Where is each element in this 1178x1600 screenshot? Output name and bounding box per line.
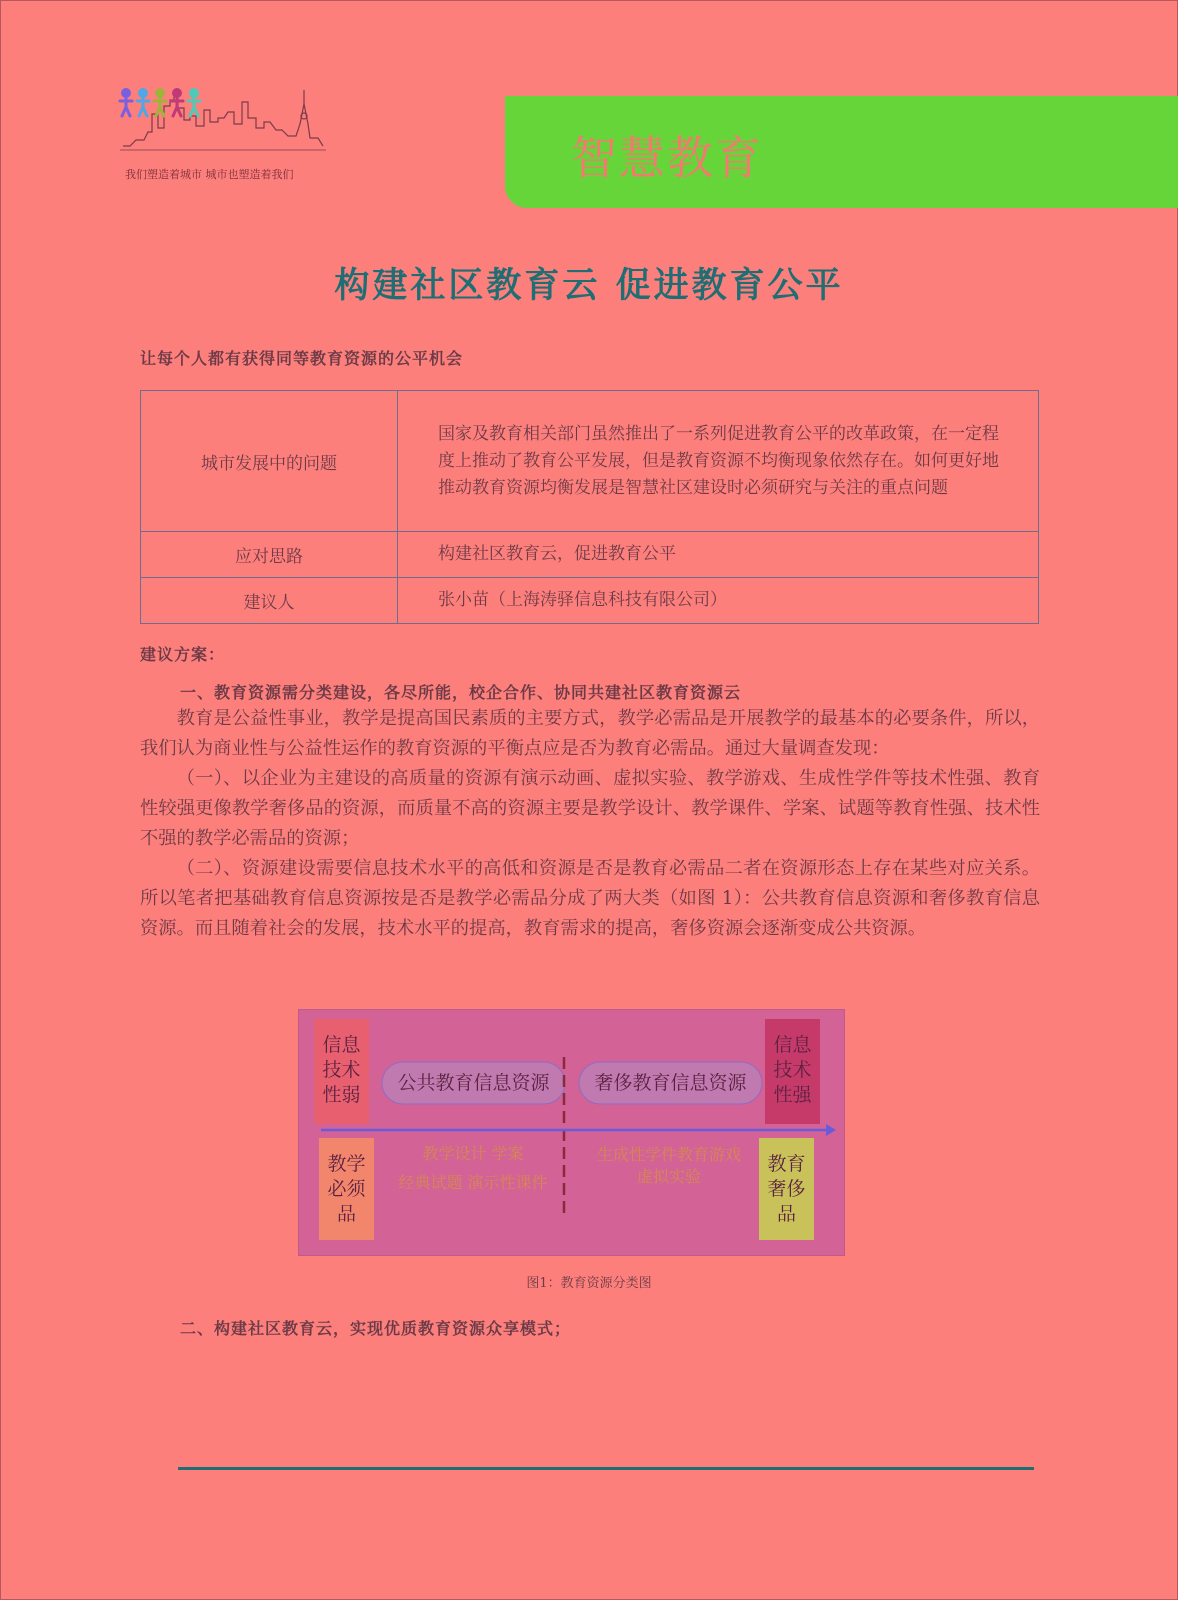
right-items-line: 生成性学件教育游戏 <box>596 1145 742 1164</box>
section-heading-2: 二、构建社区教育云，实现优质教育资源众享模式； <box>180 1319 572 1338</box>
figure-diagram <box>299 1010 844 1255</box>
info-table <box>140 390 1039 624</box>
resource-classification-figure <box>298 1009 845 1256</box>
box-tech-weak-line: 性弱 <box>322 1084 361 1106</box>
people-icon <box>118 88 208 118</box>
section-heading-1: 一、教育资源需分类建设，各尽所能，校企合作、协同共建社区教育资源云 <box>180 683 742 702</box>
section-banner <box>505 96 1178 208</box>
box-education-luxury-line: 教育 <box>767 1153 806 1175</box>
box-tech-weak-line: 技术 <box>322 1059 361 1081</box>
paragraph: （二）、资源建设需要信息技术水平的高低和资源是否是教育必需品二者在资源形态上存在某些对应关系。所以笔者把基础教育信息资源按是否是教学必需品分成了两大类（如图 1）：公共教育信息资源和奢侈教育信息资源。而且随着社会的发展，技术水平的提高，教育需求的提高，奢侈资源会逐渐变成公共资源。 <box>140 858 1040 939</box>
page-subtitle: 让每个人都有获得同等教育资源的公平机会 <box>140 349 464 368</box>
box-education-luxury-line: 品 <box>776 1203 797 1225</box>
box-tech-strong-line: 技术 <box>773 1059 812 1081</box>
left-items-line: 教学设计 学案 <box>422 1144 524 1163</box>
table-label-cell: 应对思路 <box>141 532 398 578</box>
box-teaching-necessity-line: 教学 <box>327 1153 366 1175</box>
right-items-line: 虚拟实验 <box>636 1167 702 1186</box>
page-title: 构建社区教育云 促进教育公平 <box>334 266 844 306</box>
paragraph: 教育是公益性事业，教学是提高国民素质的主要方式，教学必需品是开展教学的最基本的必要条件，所以，我们认为商业性与公益性运作的教育资源的平衡点应是否为教育必需品。通过大量调查发现： <box>140 708 1040 759</box>
box-tech-strong-line: 信息 <box>773 1034 812 1056</box>
box-tech-weak-line: 信息 <box>322 1034 361 1056</box>
table-label-cell: 城市发展中的问题 <box>141 391 398 532</box>
table-row <box>141 532 1039 578</box>
table-row <box>141 391 1039 532</box>
box-teaching-necessity-line: 品 <box>336 1203 357 1225</box>
figure-caption: 图1：教育资源分类图 <box>526 1276 652 1291</box>
logo-slogan: 我们塑造着城市 城市也塑造着我们 <box>125 168 294 181</box>
city-logo <box>118 88 328 213</box>
banner-title: 智慧教育 <box>571 131 763 185</box>
table-value-cell: 张小苗（上海涛驿信息科技有限公司） <box>398 578 1039 624</box>
table-value-cell: 构建社区教育云，促进教育公平 <box>398 532 1039 578</box>
paragraph: （一）、以企业为主建设的高质量的资源有演示动画、虚拟实验、教学游戏、生成性学件等技术性强、教育性较强更像教学奢侈品的资源，而质量不高的资源主要是教学设计、教学课件、学案、试题等教育性强、技术性不强的教学必需品的资源； <box>140 768 1040 849</box>
left-items-line: 经典试题 演示性课件 <box>398 1173 548 1192</box>
pill-public-label: 公共教育信息资源 <box>397 1072 550 1094</box>
table-value-cell: 国家及教育相关部门虽然推出了一系列促进教育公平的改革政策，在一定程度上推动了教育公平发展，但是教育资源不均衡现象依然存在。如何更好地推动教育资源均衡发展是智慧社区建设时必须研究与关注的重点问题 <box>398 391 1039 532</box>
box-tech-strong-line: 性强 <box>773 1084 812 1106</box>
table-label-cell: 建议人 <box>141 578 398 624</box>
box-teaching-necessity-line: 必须 <box>327 1178 366 1200</box>
bottom-divider <box>178 1467 1034 1470</box>
axis-arrowhead-icon <box>826 1124 836 1136</box>
proposal-label: 建议方案： <box>140 645 226 664</box>
table-row <box>141 578 1039 624</box>
body-text <box>140 704 1040 944</box>
pill-luxury-label: 奢侈教育信息资源 <box>594 1072 747 1094</box>
box-education-luxury-line: 奢侈 <box>767 1178 806 1200</box>
